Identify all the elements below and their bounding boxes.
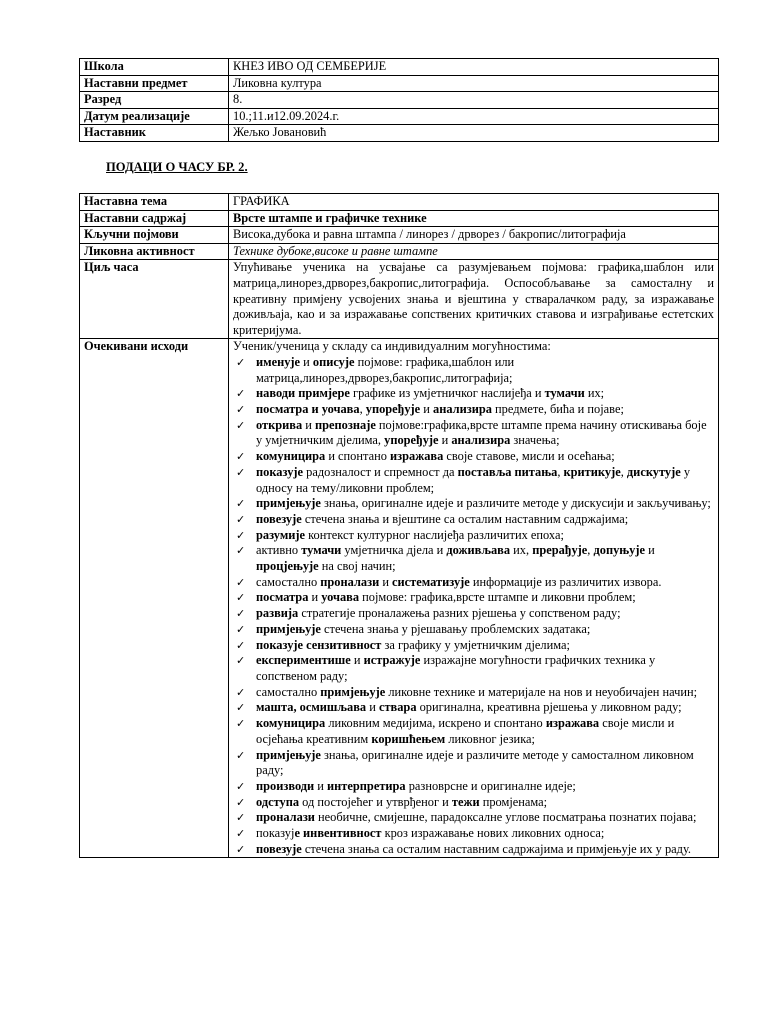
info-row	[80, 75, 719, 92]
info-row	[80, 125, 719, 142]
outcome-item	[233, 842, 714, 858]
keywords-row	[80, 227, 719, 244]
outcome-item	[233, 512, 714, 528]
outcome-text: у односу на тему/ликовни проблем;	[256, 464, 691, 495]
outcome-verb: разумије	[256, 527, 306, 542]
outcome-text: ликовне технике и материјале на нов и неуобичајен начин;	[385, 684, 698, 699]
outcome-text: и	[379, 574, 393, 589]
info-value: 10.;11.и12.09.2024.г.	[229, 108, 719, 125]
outcome-verb: проналази	[320, 574, 380, 589]
outcome-text: ,	[359, 402, 366, 417]
outcome-item	[233, 528, 714, 544]
goal-value: Упућивање ученика на усвајање са разумјевањем појмова: графика,шаблон или матрица,линорез,дрворез,бакропис,литографија. Оспособљавање за самосталну и креативну примјену усвојених знања и вјештина у стваралачком раду, за изражавање доживљаја, као и за изражавање сопствених критичких ставова и изграђивање естетских критеријума.	[229, 260, 719, 339]
outcome-text: појмове: графика,шаблон или матрица,линорез,дрворез,бакропис,литографија;	[256, 354, 515, 385]
outcome-verb: показује	[256, 464, 304, 479]
outcome-verb: тумачи	[301, 543, 342, 558]
outcome-text: оригинална, креативна рјешења у ликовном раду;	[416, 700, 682, 715]
outcome-text: промјенама;	[479, 794, 548, 809]
activity-value: Технике дубоке,високе и равне штампе	[229, 243, 719, 260]
outcome-text: и	[308, 590, 322, 605]
outcome-verb: упоређује	[365, 402, 421, 417]
outcome-text: ,	[620, 464, 627, 479]
outcome-verb: повезује	[256, 511, 302, 526]
outcome-text: изражајне могућности графичких техника у сопственом раду;	[256, 653, 656, 683]
info-value: Ликовна култура	[229, 75, 719, 92]
outcome-text: графике из умјетничког наслијеђа и	[349, 386, 545, 401]
outcome-verb: анализира	[451, 433, 511, 448]
goal-row	[80, 260, 719, 339]
outcome-verb: коришћењем	[371, 731, 446, 746]
outcome-verb: допуњује	[593, 543, 645, 558]
outcomes-cell	[229, 339, 719, 858]
outcome-item	[233, 748, 714, 779]
outcome-verb: показује сензитивност	[256, 637, 382, 652]
outcome-item	[233, 575, 714, 591]
outcome-text: и	[300, 354, 313, 369]
outcomes-label: Очекивани исходи	[80, 339, 229, 858]
outcome-verb: примјењује	[256, 496, 321, 511]
outcome-text: и	[314, 778, 328, 793]
outcome-verb: систематизује	[392, 574, 470, 589]
outcome-item	[233, 622, 714, 638]
outcome-text: ликовног језика;	[445, 731, 535, 746]
outcome-verb: поставља питања	[457, 464, 558, 479]
outcome-text: показуј	[256, 826, 295, 841]
info-label: Школа	[80, 59, 229, 76]
content-label: Наставни садржај	[80, 210, 229, 227]
outcome-verb: посматра	[256, 590, 309, 605]
outcome-text: радозналост и спремност да	[303, 464, 458, 479]
outcome-verb: доживљава	[446, 543, 511, 558]
activity-row	[80, 243, 719, 260]
outcome-item	[233, 826, 714, 842]
outcome-verb: примјењује	[256, 747, 321, 762]
outcome-item	[233, 795, 714, 811]
info-label: Наставни предмет	[80, 75, 229, 92]
outcome-text: од постојећег и утврђеног и	[299, 794, 452, 809]
outcome-text: активно	[256, 543, 302, 558]
content-value: Врсте штампе и графичке технике	[229, 210, 719, 227]
outcome-verb: развија	[256, 606, 299, 621]
outcome-item	[233, 496, 714, 512]
outcome-text: и	[366, 700, 379, 715]
info-value: 8.	[229, 92, 719, 109]
outcome-text: ликовним медијима, искрено и спонтано	[325, 716, 546, 731]
outcome-item	[233, 386, 714, 402]
outcome-item	[233, 716, 714, 747]
outcome-verb: одступа	[256, 794, 300, 809]
outcome-verb: експериментише	[256, 653, 351, 668]
outcome-text: стечена знања у рјешавању проблемских задатака;	[320, 621, 591, 636]
outcome-verb: машта, осмишљава	[256, 700, 367, 715]
outcome-item	[233, 700, 714, 716]
outcome-text: значења;	[510, 433, 560, 448]
outcome-item	[233, 355, 714, 386]
outcome-text: стратегије проналажења разних рјешења у сопственом раду;	[298, 606, 621, 621]
outcome-verb: ствара	[378, 700, 417, 715]
outcome-text: необичне, смијешне, парадоксалне углове посматрања познатих појава;	[314, 810, 697, 825]
outcome-verb: дискутује	[626, 464, 681, 479]
outcome-verb: анализира	[433, 402, 492, 417]
topic-value: ГРАФИКА	[229, 194, 719, 211]
info-label: Наставник	[80, 125, 229, 142]
outcome-verb: прерађује	[532, 543, 588, 558]
outcome-text: и спонтано	[325, 449, 390, 464]
outcomes-row	[80, 339, 719, 858]
info-value: Жељко Јовановић	[229, 125, 719, 142]
outcome-text: ,	[557, 464, 564, 479]
outcome-text: и	[420, 402, 433, 417]
outcome-item	[233, 653, 714, 684]
outcome-item	[233, 465, 714, 496]
outcome-item	[233, 418, 714, 449]
school-info-rows	[80, 59, 719, 142]
outcome-text: за графику у умјетничким дјелима;	[381, 637, 570, 652]
activity-label: Ликовна активност	[80, 243, 229, 260]
outcome-item	[233, 779, 714, 795]
outcome-text: своје мисли и осјећања креативним	[256, 716, 675, 746]
outcome-verb: препознаје	[315, 417, 376, 432]
outcome-item	[233, 449, 714, 465]
school-info-table	[79, 58, 719, 142]
outcome-text: на свој начин;	[318, 559, 396, 574]
outcome-verb: е инвентивност	[294, 826, 382, 841]
outcome-item	[233, 543, 714, 574]
outcome-text: ,	[587, 543, 594, 558]
outcome-item	[233, 638, 714, 654]
outcome-text: и	[302, 417, 316, 432]
outcome-verb: примјењује	[256, 621, 321, 636]
outcome-text: и	[350, 653, 364, 668]
outcome-verb: производи	[256, 778, 315, 793]
keywords-label: Кључни појмови	[80, 227, 229, 244]
outcome-verb: наводи примјере	[256, 386, 350, 401]
outcome-verb: комуницира	[256, 449, 326, 464]
outcome-verb: интерпретира	[327, 778, 406, 793]
keywords-value: Висока,дубока и равна штампа / линорез / дрворез / бакропис/литографија	[229, 227, 719, 244]
info-label: Датум реализације	[80, 108, 229, 125]
outcome-item	[233, 590, 714, 606]
outcome-verb: процјењује	[256, 559, 319, 574]
outcome-verb: именује	[256, 354, 301, 369]
info-label: Разред	[80, 92, 229, 109]
outcome-text: стечена знања и вјештине са осталим наставним садржајима;	[301, 511, 629, 526]
outcome-verb: изражава	[390, 449, 444, 464]
outcome-text: самостално	[256, 574, 321, 589]
outcome-verb: критикује	[563, 464, 621, 479]
outcome-text: и	[644, 543, 655, 558]
outcome-text: их;	[584, 386, 605, 401]
outcome-verb: тумачи	[544, 386, 585, 401]
lesson-details-table	[79, 193, 719, 858]
outcome-verb: посматра и уочава	[256, 402, 360, 417]
outcomes-list	[233, 355, 714, 858]
outcome-text: умјетничка дјела и	[341, 543, 447, 558]
topic-row	[80, 194, 719, 211]
outcome-verb: описује	[312, 354, 355, 369]
info-row	[80, 108, 719, 125]
outcome-verb: примјењује	[320, 684, 386, 699]
outcome-text: предмете, бића и појаве;	[491, 402, 624, 417]
outcome-item	[233, 402, 714, 418]
outcomes-intro: Ученик/ученица у складу са индивидуалним могућностима:	[233, 339, 551, 354]
outcome-verb: изражава	[545, 716, 600, 731]
outcome-verb: проналази	[256, 810, 315, 825]
outcome-text: појмове:графика,врсте штампе према начину отискивања боје у умјетничким дјелима,	[256, 417, 707, 448]
topic-label: Наставна тема	[80, 194, 229, 211]
outcome-verb: открива	[256, 417, 303, 432]
goal-label: Циљ часа	[80, 260, 229, 339]
outcome-text: своје ставове, мисли и осећања;	[443, 449, 615, 464]
outcome-text: појмове: графика,врсте штампе и ликовни проблем;	[359, 590, 636, 605]
outcome-item	[233, 810, 714, 826]
outcome-verb: тежи	[451, 794, 480, 809]
content-row	[80, 210, 719, 227]
info-row	[80, 59, 719, 76]
info-value: КНЕЗ ИВО ОД СЕМБЕРИЈЕ	[229, 59, 719, 76]
outcome-item	[233, 685, 714, 701]
outcome-text: и	[438, 433, 452, 448]
outcome-text: их,	[510, 543, 533, 558]
outcome-item	[233, 606, 714, 622]
info-row	[80, 92, 719, 109]
outcome-text: знања, оригиналне идеје и различите методе у дискусији и закључивању;	[320, 496, 711, 511]
outcome-text: стечена знања са осталим наставним садржајима и примјењује их у раду.	[301, 841, 692, 856]
lesson-heading: ПОДАЦИ О ЧАСУ БР. 2.	[106, 160, 248, 174]
outcome-verb: уочава	[321, 590, 360, 605]
outcome-text: знања, оригиналне идеје и различите методе у самосталном ликовном раду;	[256, 747, 694, 778]
outcome-text: разноврсне и оригиналне идеје;	[405, 778, 576, 793]
outcome-verb: повезује	[256, 841, 302, 856]
outcome-verb: комуницира	[256, 716, 326, 731]
outcome-text: кроз изражавање нових ликовних односа;	[381, 826, 605, 841]
outcome-verb: истражује	[363, 653, 421, 668]
outcome-text: контекст културног наслијеђа различитих епоха;	[305, 527, 564, 542]
outcome-verb: упоређује	[384, 433, 439, 448]
outcome-text: самостално	[256, 684, 321, 699]
outcome-text: информације из различитих извора.	[469, 574, 662, 589]
